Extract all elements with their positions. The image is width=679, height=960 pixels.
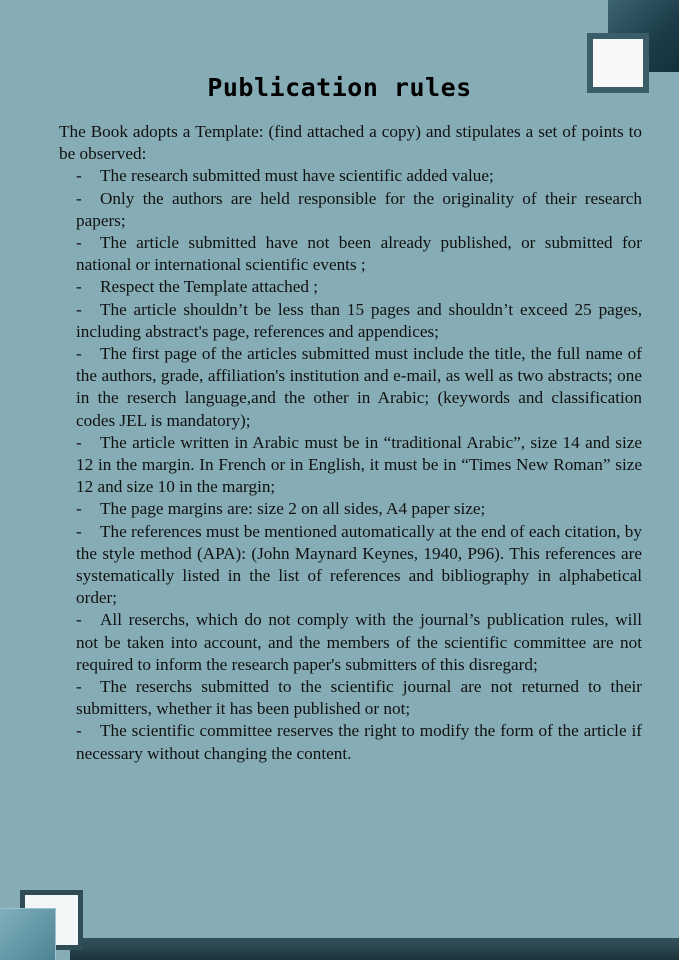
bullet-dash: - (76, 721, 82, 741)
corner-decoration-square (0, 908, 56, 960)
list-item: - The first page of the articles submitted must include the title, the full name of the authors, grade, affiliation's institution and e-mail, as well as two abstracts; one in the reserch language,and the other in Arabic; (keywords and classification codes JEL is mandatory); (76, 344, 642, 430)
bullet-dash: - (76, 299, 82, 319)
bullet-dash: - (76, 188, 82, 208)
bullet-dash: - (76, 233, 82, 253)
bullet-dash: - (76, 521, 82, 541)
list-item: - The article written in Arabic must be in “traditional Arabic”, size 14 and size 12 in the margin. In French or in English, it must be in “Times New Roman” size 12 and size 10 in the margin; (76, 432, 642, 497)
intro-paragraph: The Book adopts a Template: (find attached a copy) and stipulates a set of points to be observed: (59, 122, 642, 164)
bullet-dash: - (76, 499, 82, 519)
bullet-dash: - (76, 344, 82, 364)
list-item: - Only the authors are held responsible for the originality of their research papers; (76, 188, 642, 230)
list-item: - The research submitted must have scientific added value; (76, 165, 642, 187)
list-item: - The reserchs submitted to the scientific journal are not returned to their submitters, whether it has been published or not; (76, 677, 642, 719)
bullet-dash: - (76, 166, 82, 186)
footer-bar (70, 938, 679, 960)
rules-list (59, 165, 642, 764)
bullet-dash: - (76, 677, 82, 697)
document-body (59, 121, 642, 765)
page-title: Publication rules (207, 72, 472, 102)
bullet-dash: - (76, 277, 82, 297)
list-item: - All reserchs, which do not comply with the journal’s publication rules, will not be taken into account, and the members of the scientific committee are not required to inform the research paper's submitters of this disregard; (76, 610, 642, 674)
list-item: - The article submitted have not been already published, or submitted for national or international scientific events ; (76, 233, 642, 275)
list-item: - The scientific committee reserves the right to modify the form of the article if necessary without changing the content. (76, 721, 642, 763)
list-item: - Respect the Template attached ; (76, 276, 642, 298)
bullet-dash: - (76, 610, 82, 630)
list-item: - The page margins are: size 2 on all sides, A4 paper size; (76, 498, 642, 520)
bullet-dash: - (76, 432, 82, 452)
list-item: - The article shouldn’t be less than 15 pages and shouldn’t exceed 25 pages, including abstract's page, references and appendices; (76, 299, 642, 341)
list-item: - The references must be mentioned automatically at the end of each citation, by the style method (APA): (John Maynard Keynes, 1940, P96). This references are systematically listed in the list of references and bibliography in alphabetical order; (76, 521, 642, 608)
